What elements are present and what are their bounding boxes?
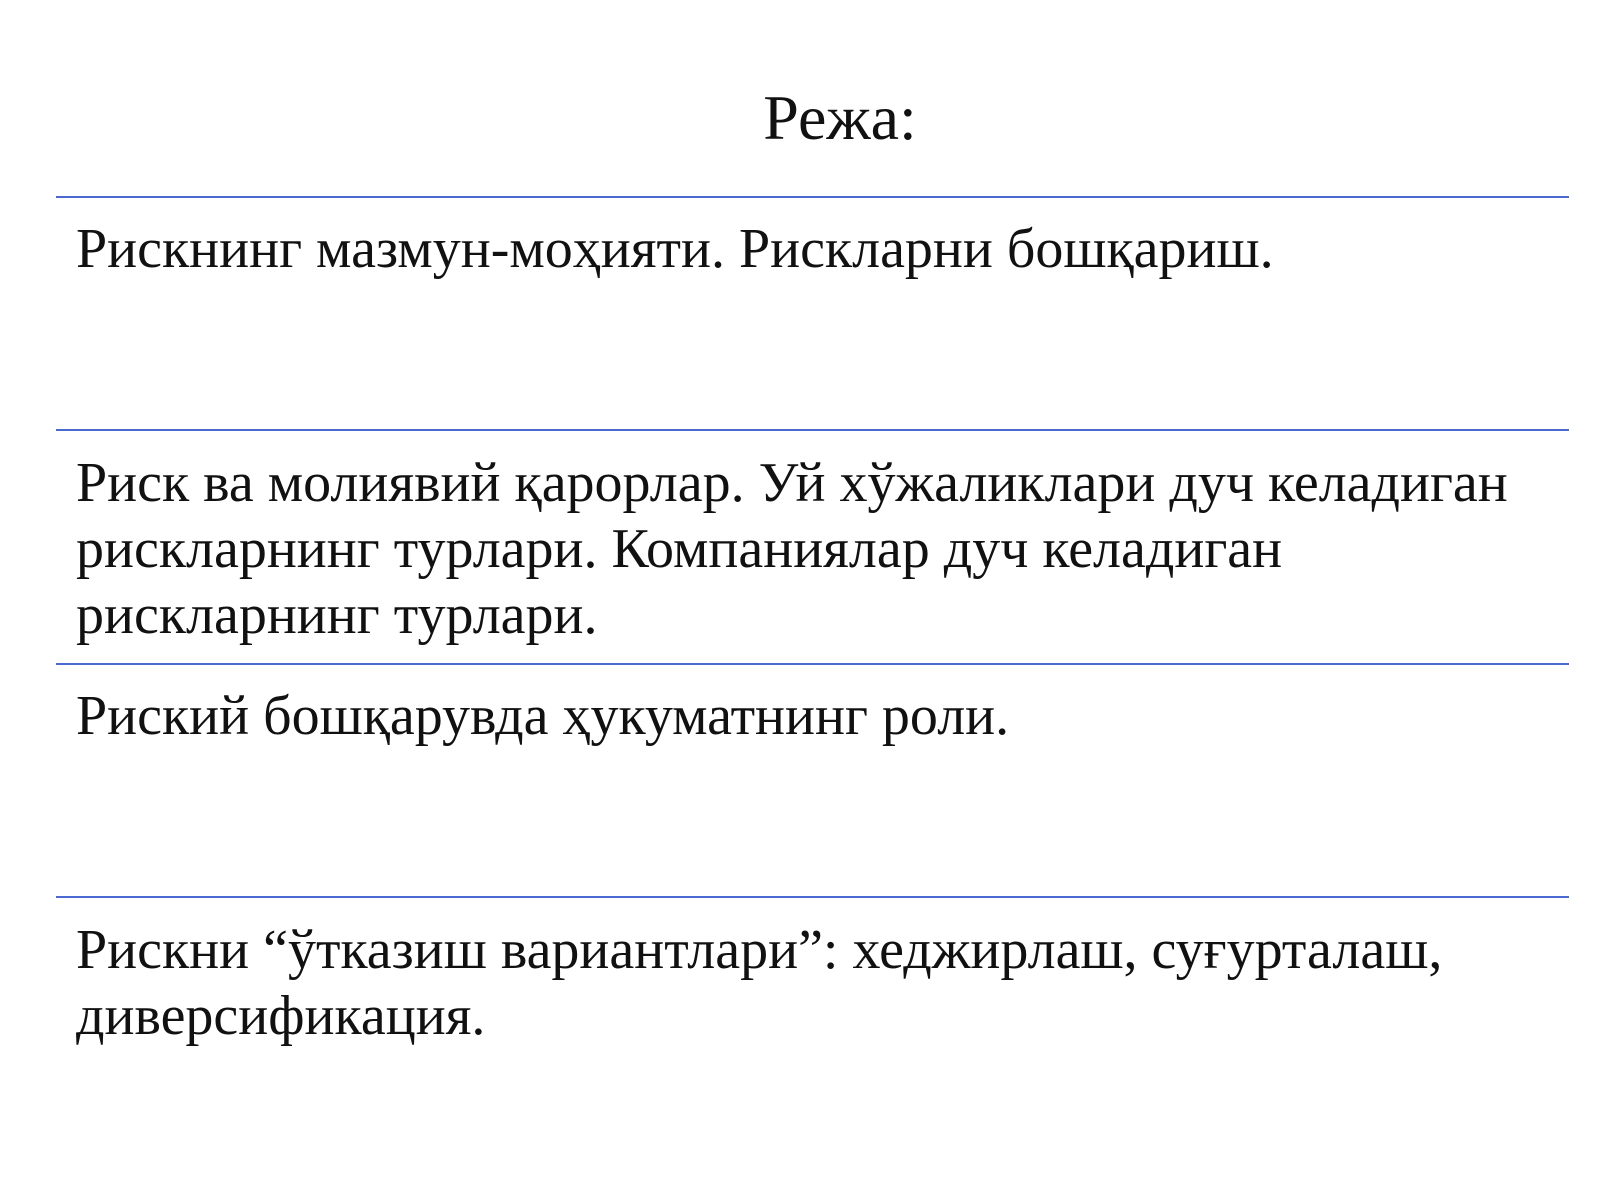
plan-item-2: Риск ва молиявий қарорлар. Уй хўжаликлари дуч келадиган рискларнинг турлари. Компаниялар дуч келадиган рискларнинг турлари. <box>76 452 1508 646</box>
plan-item-4: Рискни “ўтказиш вариантлари”: хеджирлаш, суғурталаш, диверсификация. <box>76 919 1443 1047</box>
plan-item-1: Рискнинг мазмун-моҳияти. Рискларни бошқариш. <box>76 218 1274 280</box>
plan-item-3: Риский бошқарувда ҳукуматнинг роли. <box>76 685 1010 747</box>
divider-line <box>56 429 1569 431</box>
divider-line <box>56 196 1569 198</box>
slide-title: Режа: <box>763 82 917 153</box>
divider-line <box>56 663 1569 665</box>
divider-line <box>56 896 1569 898</box>
